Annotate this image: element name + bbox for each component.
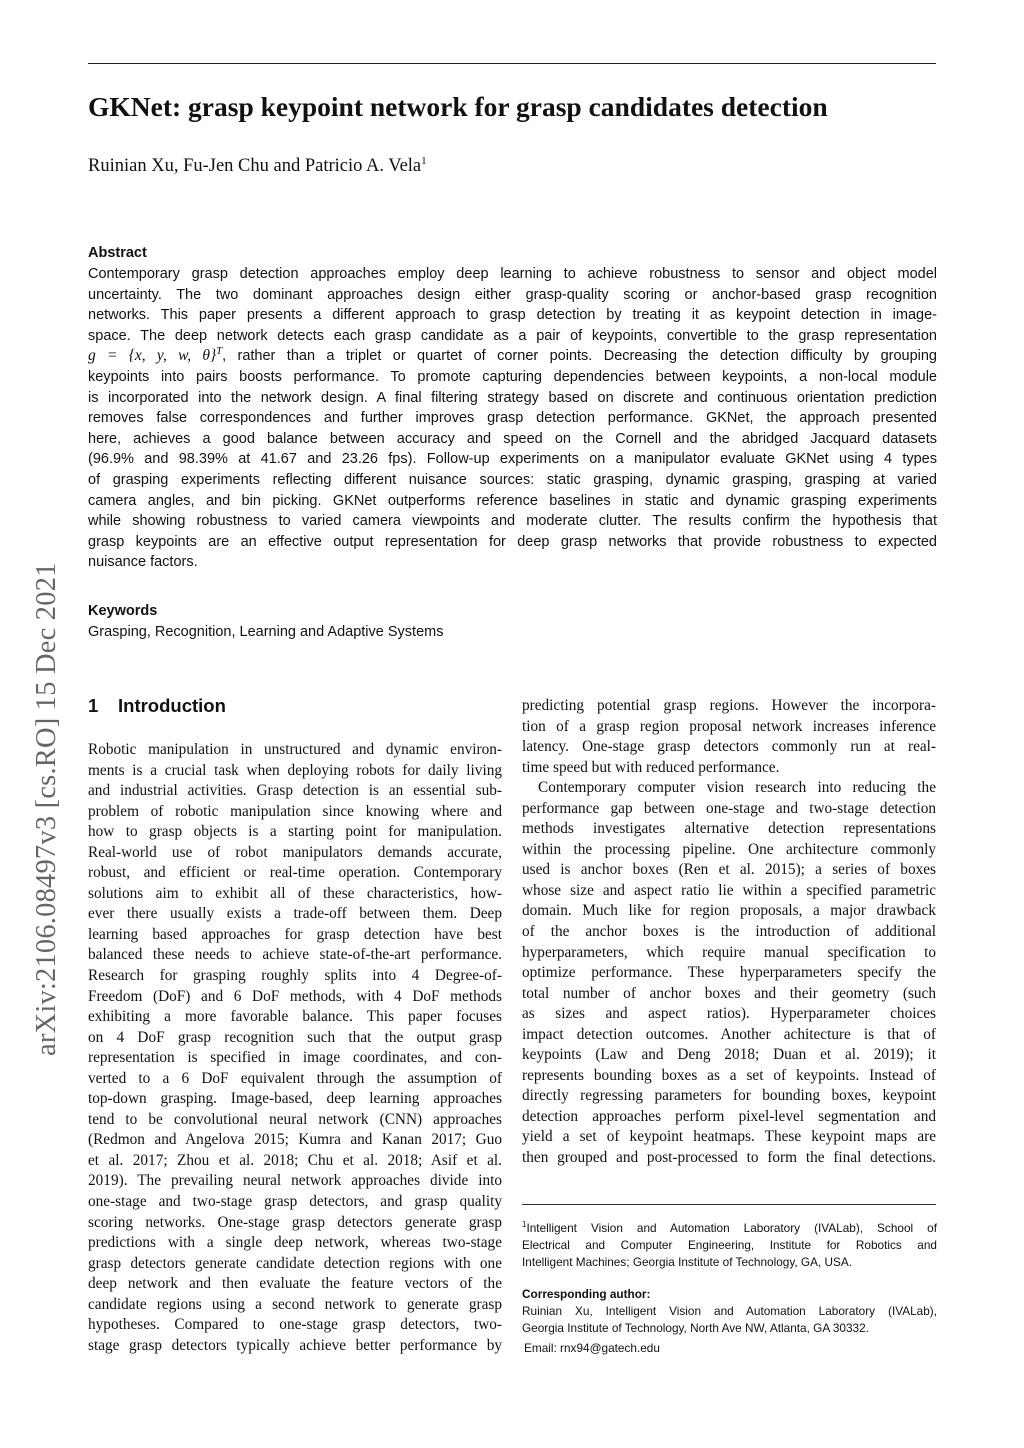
corresponding-author-heading: Corresponding author: — [522, 1287, 651, 1301]
body-line: Freedom (DoF) and 6 DoF methods, with 4 DoF methods — [88, 987, 502, 1005]
body-line: (Redmon and Angelova 2015; Kumra and Kanan 2017; Guo — [88, 1131, 502, 1149]
intro-left-column — [88, 740, 502, 1356]
body-line: used is anchor boxes (Ren et al. 2015); a series of boxes — [522, 861, 936, 879]
body-line: tend to be convolutional neural network (CNN) approaches — [88, 1110, 502, 1128]
footnote-line: Intelligent Machines; Georgia Institute of Technology, GA, USA. — [522, 1255, 853, 1269]
body-line: Contemporary computer vision research into reducing the — [538, 779, 936, 797]
abstract-line: (96.9% and 98.39% at 41.67 and 23.26 fps). Follow-up experiments on a manipulator evaluate GKNet using 4 types — [88, 451, 937, 468]
body-line: performance gap between one-stage and two-stage detection — [522, 799, 936, 817]
body-line: solutions aim to exhibit all of these characteristics, how- — [88, 884, 502, 902]
section-number: 1 — [88, 695, 99, 716]
abstract-line: keypoints into pairs boosts performance. To promote capturing dependencies between keypoints, a non-local module — [88, 368, 937, 385]
body-line: then grouped and post-processed to form the final detections. — [522, 1149, 936, 1167]
paper-title: GKNet: grasp keypoint network for grasp candidates detection — [88, 91, 828, 122]
footnote-text: Intelligent Vision and Automation Laboratory (IVALab), School of — [526, 1221, 937, 1235]
footnote-affiliation — [522, 1220, 937, 1271]
arxiv-stamp: arXiv:2106.08497v3 [cs.RO] 15 Dec 2021 — [31, 562, 62, 1056]
body-line: robust, and efficient or real-time operation. Contemporary — [88, 864, 502, 882]
body-line: ments is a crucial task when deploying robots for daily living — [88, 761, 502, 779]
keywords-heading: Keywords — [88, 603, 158, 619]
footnote-line: Electrical and Computer Engineering, Institute for Robotics and — [522, 1238, 937, 1252]
body-line: verted to a 6 DoF equivalent through the assumption of — [88, 1069, 502, 1087]
abstract-line: of grasping experiments reflecting different nuisance sources: static grasping, dynamic grasping, grasping at varied — [88, 471, 937, 488]
abstract-line: removes false correspondences and further improves grasp detection performance. GKNet, the approach presented — [88, 410, 937, 427]
abstract-line: Contemporary grasp detection approaches employ deep learning to achieve robustness to sensor and object model — [88, 266, 937, 282]
section-title: Introduction — [118, 695, 226, 716]
abstract-line: networks. This paper presents a different approach to grasp detection by treating it as keypoint detection in image- — [88, 307, 937, 324]
body-line: tion of a grasp region proposal network increases inference — [522, 717, 936, 735]
corresponding-email: Email: rnx94@gatech.edu — [524, 1341, 660, 1355]
abstract-line: camera angles, and bin picking. GKNet outperforms reference baselines in static and dynamic grasping experiments — [88, 492, 937, 509]
body-line: Real-world use of robot manipulators demands accurate, — [88, 843, 502, 861]
body-line: time speed but with reduced performance. — [522, 758, 780, 776]
abstract-line: uncertainty. The two dominant approaches design either grasp-quality scoring or anchor-based grasp recognition — [88, 286, 937, 303]
body-line: within the processing pipeline. One architecture commonly — [522, 840, 936, 858]
body-line: yield a set of keypoint heatmaps. These keypoint maps are — [522, 1128, 936, 1146]
body-line: how to grasp objects is a starting point for manipulation. — [88, 823, 502, 841]
body-line: ever there usually exists a trade-off between them. Deep — [88, 905, 502, 923]
abstract-heading: Abstract — [88, 245, 147, 261]
footnote-mark: 1 — [522, 1220, 527, 1230]
body-line: representation is specified in image coordinates, and con- — [88, 1049, 502, 1067]
body-line: balanced these needs to achieve state-of-the-art performance. — [88, 946, 502, 964]
body-line: predictions with a single deep network, whereas two-stage — [88, 1234, 502, 1252]
author-list — [88, 154, 427, 178]
footnote-rule — [522, 1204, 936, 1205]
body-line: top-down grasping. Image-based, deep learning approaches — [88, 1090, 502, 1108]
body-line: of the anchor boxes is the introduction of additional — [522, 923, 936, 941]
abstract-line: while showing robustness to varied camera viewpoints and moderate clutter. The results confirm the hypothesis that — [88, 513, 937, 530]
body-line: optimize performance. These hyperparameters specify the — [522, 964, 936, 982]
body-line: Robotic manipulation in unstructured and dynamic environ- — [88, 741, 502, 758]
body-line: one-stage and two-stage grasp detectors, and grasp quality — [88, 1193, 502, 1211]
body-line: detection approaches perform pixel-level segmentation and — [522, 1107, 936, 1125]
grasp-formula — [88, 347, 222, 364]
body-line: problem of robotic manipulation since knowing where and — [88, 802, 502, 820]
body-line: keypoints (Law and Deng 2018; Duan et al. 2019); it — [522, 1046, 936, 1064]
body-line: deep network and then evaluate the feature vectors of the — [88, 1275, 502, 1293]
body-line: domain. Much like for region proposals, a major drawback — [522, 902, 936, 920]
body-line: Research for grasping roughly splits into 4 Degree-of- — [88, 967, 502, 985]
footnote-line: Ruinian Xu, Intelligent Vision and Automation Laboratory (IVALab), — [522, 1304, 937, 1318]
body-line: total number of anchor boxes and their geometry (such — [522, 984, 936, 1002]
formula-transpose: T — [216, 346, 223, 358]
body-line: predicting potential grasp regions. However the incorpora- — [522, 697, 936, 714]
body-line: learning based approaches for grasp detection have best — [88, 925, 502, 943]
footnote-line: Georgia Institute of Technology, North Ave NW, Atlanta, GA 30332. — [522, 1321, 869, 1335]
body-line: candidate regions using a second network to generate grasp — [88, 1295, 502, 1313]
body-line: hypotheses. Compared to one-stage grasp detectors, two- — [88, 1316, 502, 1334]
intro-right-column — [522, 696, 936, 1169]
body-line: methods investigates alternative detection representations — [522, 820, 936, 838]
header-rule — [88, 63, 936, 64]
keywords-text: Grasping, Recognition, Learning and Adaptive Systems — [88, 624, 444, 640]
body-line: hyperparameters, which require manual specification to — [522, 943, 936, 961]
formula-rest: , rather than a triplet or quartet of corner points. Decreasing the detection difficulty by grouping — [222, 348, 937, 365]
body-line: 2019). The prevailing neural network approaches divide into — [88, 1172, 502, 1190]
abstract-formula-line — [88, 346, 937, 367]
body-line: exhibiting a more favorable balance. This paper focuses — [88, 1008, 502, 1026]
corresponding-author-address — [522, 1303, 937, 1337]
abstract-line: space. The deep network detects each grasp candidate as a pair of keypoints, convertible to the grasp representation — [88, 327, 937, 344]
body-line: stage grasp detectors typically achieve better performance by — [88, 1336, 502, 1354]
authors-text: Ruinian Xu, Fu-Jen Chu and Patricio A. Vela — [88, 156, 422, 176]
abstract-line: is incorporated into the network design. A final filtering strategy based on discrete and continuous orientation prediction — [88, 389, 937, 406]
body-line: et al. 2017; Zhou et al. 2018; Chu et al. 2018; Asif et al. — [88, 1151, 502, 1169]
abstract-line: here, achieves a good balance between accuracy and speed on the Cornell and the abridged Jacquard datasets — [88, 430, 937, 447]
body-line: impact detection outcomes. Another achitecture is that of — [522, 1025, 936, 1043]
keywords-body — [88, 622, 937, 643]
grasp-formula-text: g = {x, y, w, θ} — [88, 347, 217, 365]
body-line: grasp detectors generate candidate detection regions with one — [88, 1254, 502, 1272]
body-line: represents bounding boxes as a set of keypoints. Instead of — [522, 1066, 936, 1084]
footnote-line — [522, 1220, 937, 1237]
abstract-line: nuisance factors. — [88, 554, 198, 571]
body-line: on 4 DoF grasp recognition such that the output grasp — [88, 1028, 502, 1046]
body-line: directly regressing parameters for bounding boxes, keypoint — [522, 1087, 936, 1105]
body-line: latency. One-stage grasp detectors commonly run at real- — [522, 738, 936, 756]
body-line: scoring networks. One-stage grasp detectors generate grasp — [88, 1213, 502, 1231]
abstract-line: grasp keypoints are an effective output representation for deep grasp networks that provide robustness to expected — [88, 533, 937, 550]
body-line: as sizes and aspect ratios). Hyperparameter choices — [522, 1005, 936, 1023]
body-line: whose size and aspect ratio lie within a specified parametric — [522, 881, 936, 899]
abstract-body — [88, 264, 937, 573]
affiliation-mark: 1 — [421, 154, 427, 167]
body-line: and industrial activities. Grasp detection is an essential sub- — [88, 782, 502, 800]
introduction-heading — [88, 695, 226, 717]
